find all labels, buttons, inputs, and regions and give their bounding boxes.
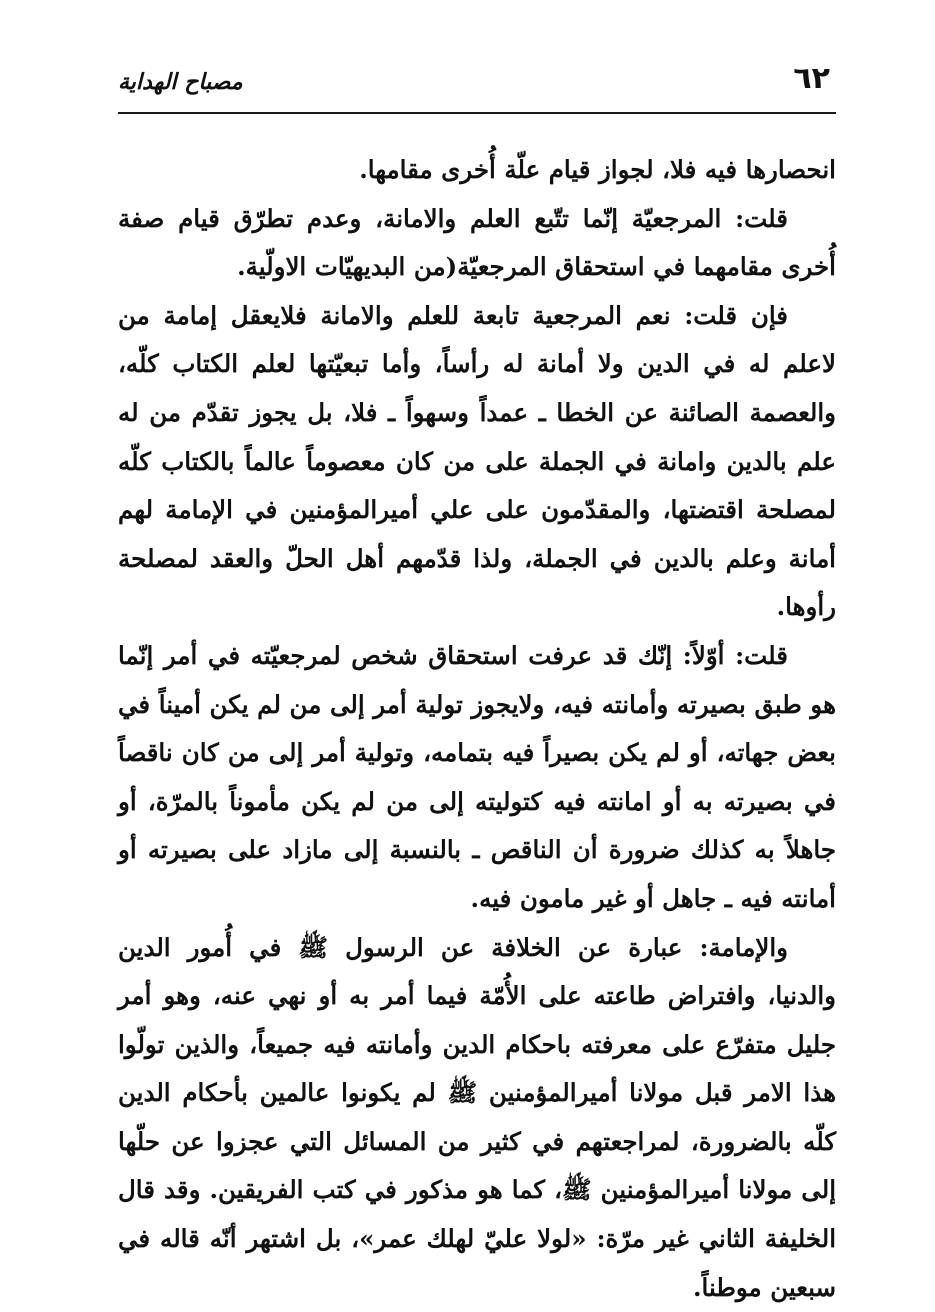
body-text <box>118 146 836 1312</box>
page-header <box>118 62 830 106</box>
running-title: مصباح الهداية <box>118 68 243 96</box>
paragraph-3-text: نعم المرجعية تابعة للعلم والامانة فلايعقل إمامة من لاعلم له في الدين ولا أمانة له رأساً، وأما تبعيّتها لعلم الكتاب كلّه، والعصمة الصائنة عن الخطا ـ عمداً وسهواً ـ فلا، بل يجوز تقدّم من له علم بالدين وامانة في الجملة على من كان معصوماً عالماً بالكتاب كلّه لمصلحة اقتضتها، والمقدّمون على علي أميرالمؤمنين في الإمامة لهم أمانة وعلم بالدين في الجملة، ولذا قدّمهم أهل الحلّ والعقد لمصلحة رأوها. <box>118 301 836 622</box>
paragraph-4-label: قلت: <box>735 641 788 670</box>
paragraph-2 <box>118 195 836 292</box>
paragraph-4-text: أوّلاً: إنّك قد عرفت استحقاق شخص لمرجعيّته في أمر إنّما هو طبق بصيرته وأمانته فيه، ولايجوز تولية أمر إلى من لم يكن أميناً في بعض جهاته، أو لم يكن بصيراً فيه بتمامه، وتولية أمر إلى من كان ناقصاً في بصيرته به أو امانته فيه كتوليته إلى من لم يكن مأموناً بالمرّة، أو جاهلاً به كذلك ضرورة أن الناقص ـ بالنسبة إلى مازاد على بصيرته أو أمانته فيه ـ جاهل أو غير مامون فيه. <box>118 641 836 913</box>
paragraph-4 <box>118 632 836 924</box>
header-divider <box>118 112 836 114</box>
paragraph-3 <box>118 292 836 632</box>
paragraph-5 <box>118 924 836 1312</box>
paragraph-2-label: قلت: <box>735 204 788 233</box>
page-number: ٦٢ <box>793 62 830 96</box>
paragraph-1 <box>118 146 836 195</box>
paragraph-2-text: المرجعيّة إنّما تتّبع العلم والامانة، وعدم تطرّق قيام صفة أُخرى مقامهما في استحقاق المرجعيّة(من البديهيّات الاولّية. <box>118 204 836 282</box>
paragraph-1-text: انحصارها فيه فلا، لجواز قيام علّة أُخرى مقامها. <box>359 155 836 184</box>
paragraph-5-text: والإمامة: عبارة عن الخلافة عن الرسول ﷺ في أُمور الدين والدنيا، وافتراض طاعته على الأُمّة فيما أمر به أو نهي عنه، وهو أمر جليل متفرّع على معرفته باحكام الدين وأمانته فيه جميعاً، والذين تولّوا هذا الامر قبل مولانا أميرالمؤمنين ﷺ لم يكونوا عالمين بأحكام الدين كلّه بالضرورة، لمراجعتهم في كثير من المسائل التي عجزوا عن حلّها إلى مولانا أميرالمؤمنين ﷺ، كما هو مذكور في كتب الفريقين. وقد قال الخليفة الثاني غير مرّة: «لولا عليّ لهلك عمر»، بل اشتهر أنّه قاله في سبعين موطناً. <box>118 933 836 1302</box>
paragraph-3-label: فإن قلت: <box>684 301 788 330</box>
